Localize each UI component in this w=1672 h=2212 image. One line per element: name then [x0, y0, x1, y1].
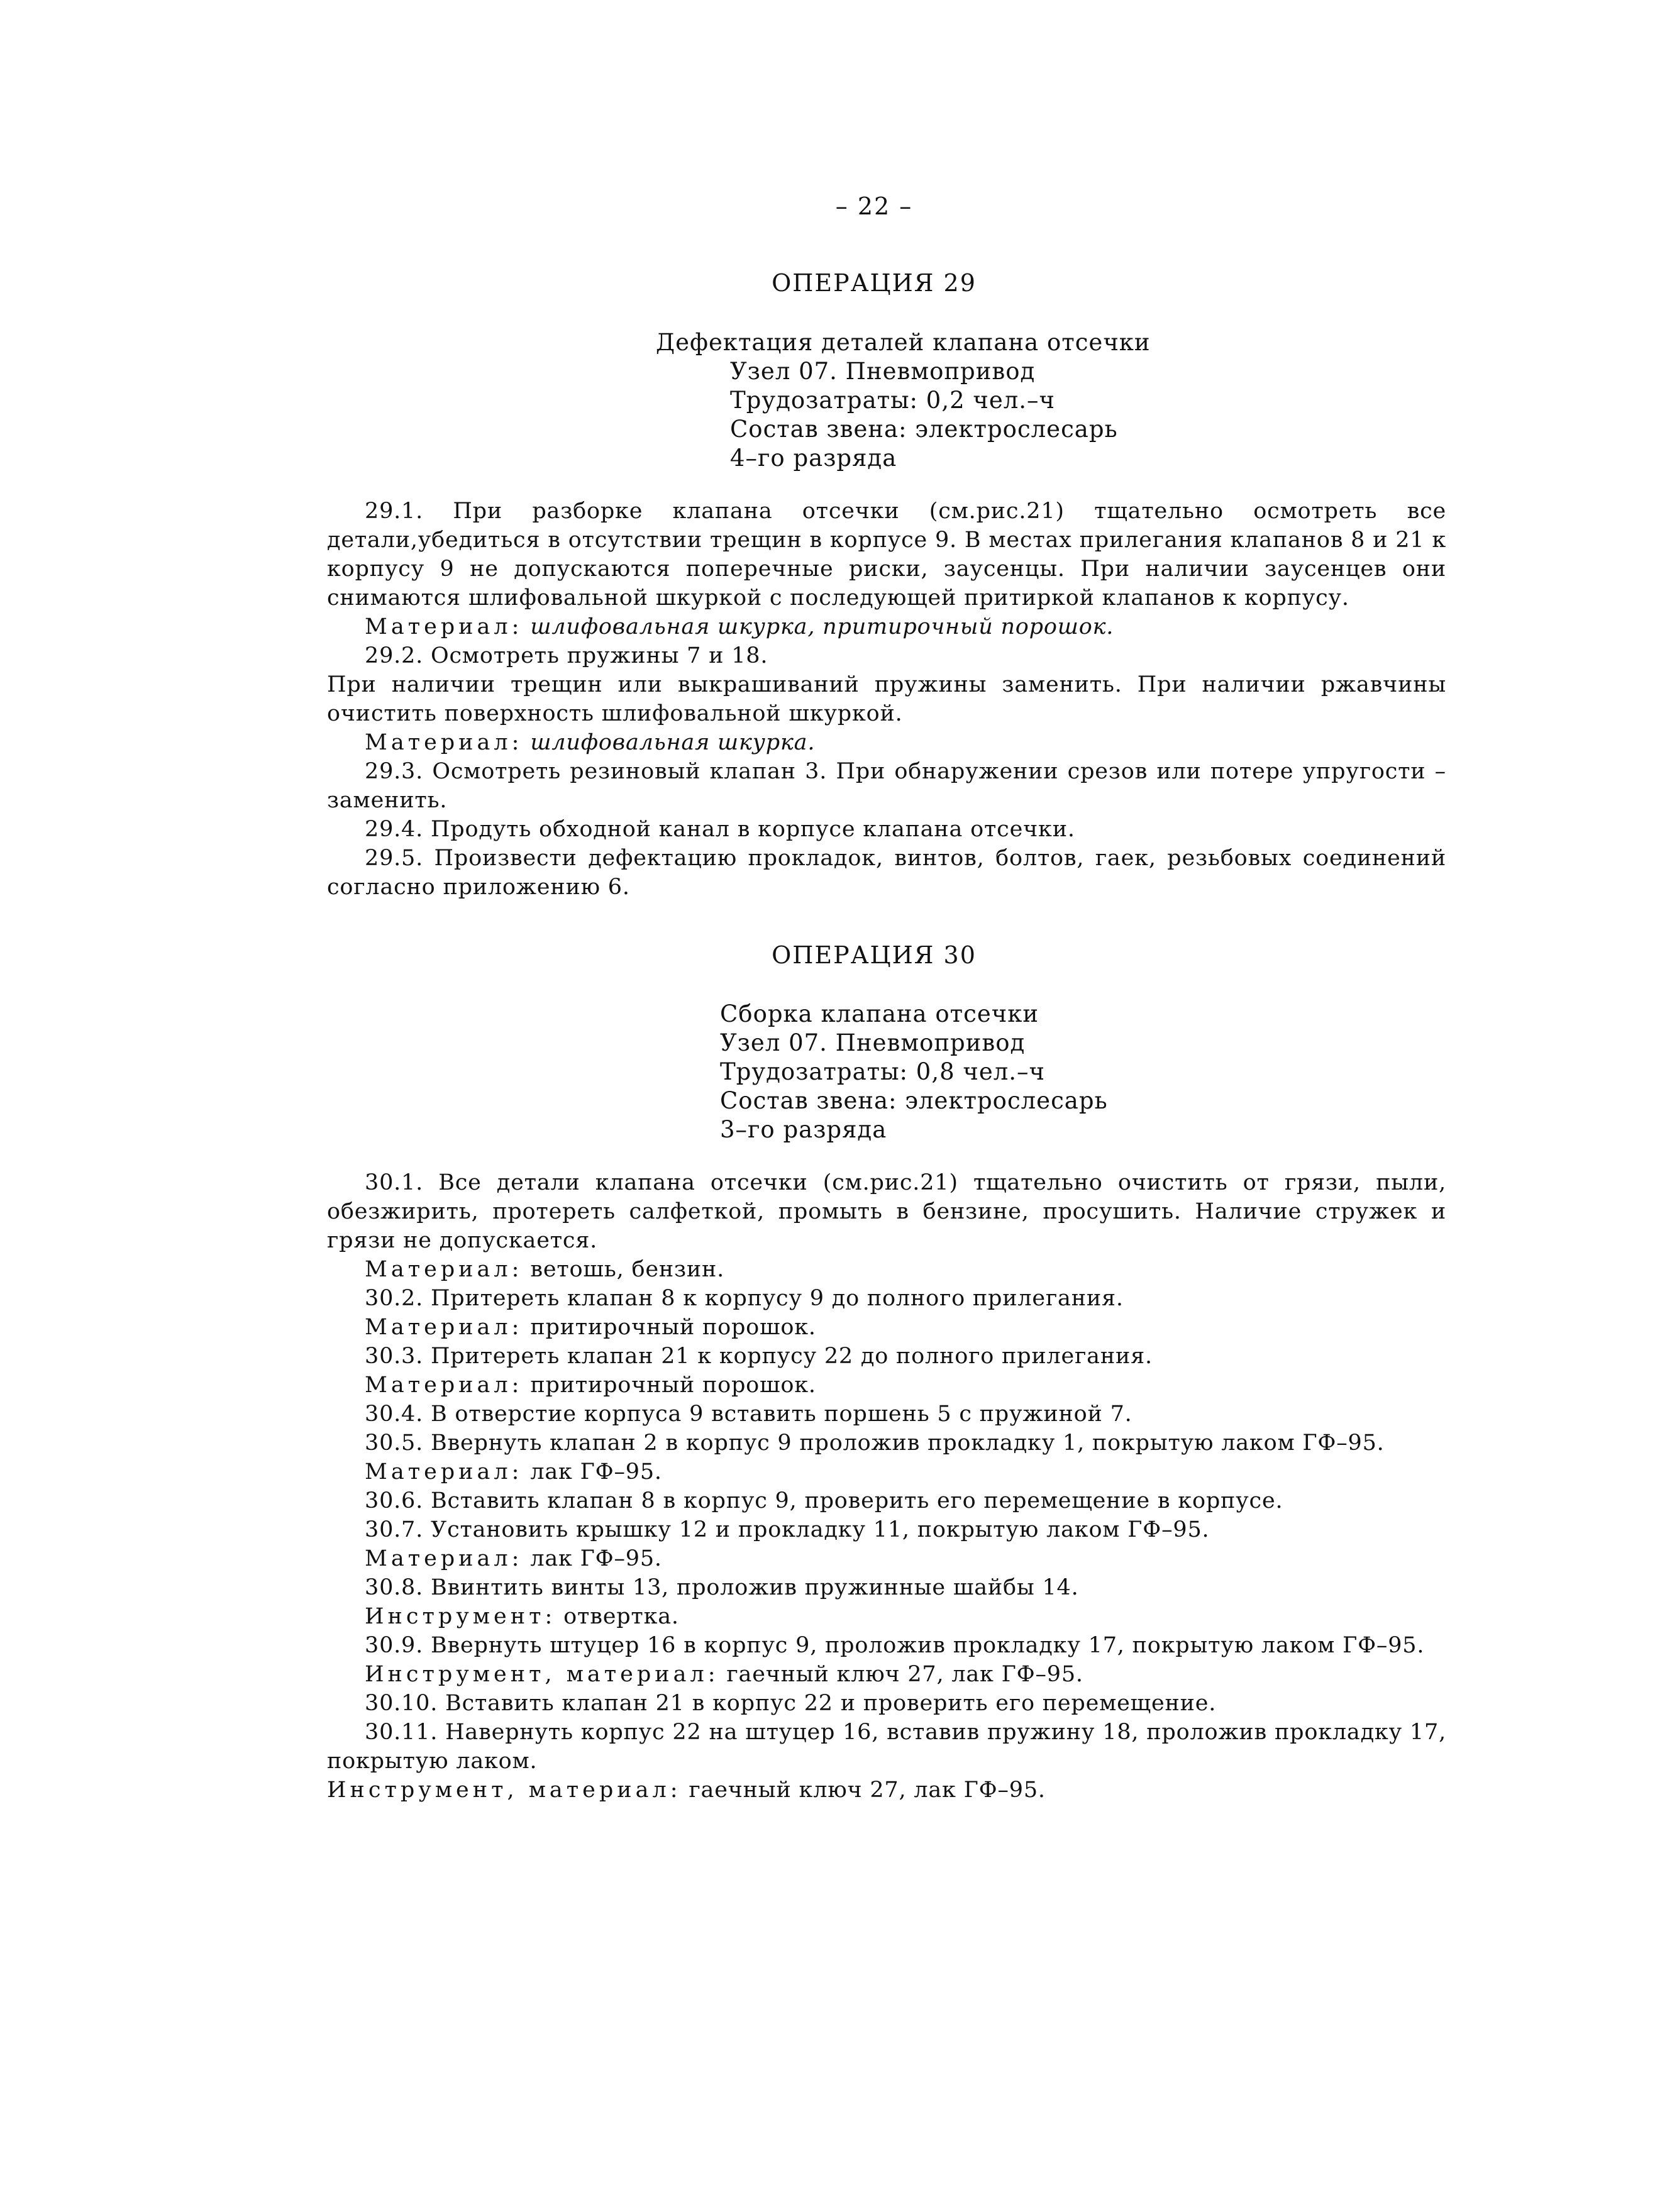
material-label: Материал: — [365, 1546, 523, 1571]
material-label: Материал: — [365, 1257, 523, 1282]
material-30-2 — [327, 1313, 1446, 1342]
material-label: Материал: — [365, 614, 523, 639]
step-30-11: 30.11. Навернуть корпус 22 на штуцер 16, вставив пружину 18, проложив прокладку 17, покрытую лаком. — [327, 1720, 1446, 1774]
material-label: Материал: — [365, 730, 523, 755]
step-30-1: 30.1. Все детали клапана отсечки (см.рис.21) тщательно очистить от грязи, пыли, обезжирить, протереть салфеткой, промыть в бензине, просушить. Наличие стружек и грязи не допускается. — [327, 1170, 1446, 1253]
step-29-4: 29.4. Продуть обходной канал в корпусе клапана отсечки. — [365, 817, 1075, 842]
operation-30-name: Сборка клапана отсечки — [720, 1000, 1039, 1027]
material-label: Материал: — [365, 1459, 523, 1485]
operation-30-grade: 3–го разряда — [720, 1116, 887, 1143]
operation-29-body — [327, 497, 1446, 902]
step-30-9: 30.9. Ввернуть штуцер 16 в корпус 9, проложив прокладку 17, покрытую лаком ГФ–95. — [365, 1633, 1425, 1658]
material-label: Материал: — [365, 1315, 523, 1340]
operation-30-unit: Узел 07. Пневмопривод — [720, 1029, 1026, 1056]
tool-30-8 — [327, 1602, 1446, 1631]
tool-30-9 — [327, 1660, 1446, 1689]
material-text: ветошь, бензин. — [530, 1257, 725, 1282]
step-29-2: 29.2. Осмотреть пружины 7 и 18. — [365, 643, 768, 668]
material-text: лак ГФ–95. — [530, 1459, 662, 1485]
material-text: шлифовальная шкурка, притирочный порошок. — [530, 614, 1114, 639]
step-29-2-detail: При наличии трещин или выкрашиваний пружины заменить. При наличии ржавчины очистить поверхность шлифовальной шкуркой. — [327, 672, 1446, 726]
step-30-3: 30.3. Притереть клапан 21 к корпусу 22 до полного прилегания. — [365, 1344, 1153, 1369]
tool-label: Инструмент, материал: — [327, 1778, 682, 1803]
page-number: – 22 – — [835, 192, 913, 220]
step-30-4: 30.4. В отверстие корпуса 9 вставить поршень 5 с пружиной 7. — [365, 1402, 1132, 1427]
material-30-7 — [327, 1544, 1446, 1573]
step-29-5: 29.5. Произвести дефектацию прокладок, винтов, болтов, гаек, резьбовых соединений согласно приложению 6. — [327, 846, 1446, 900]
step-30-8: 30.8. Ввинтить винты 13, проложив пружинные шайбы 14. — [365, 1575, 1079, 1600]
material-29-1 — [327, 612, 1446, 641]
operation-29-labor: Трудозатраты: 0,2 чел.–ч — [730, 387, 1055, 414]
operation-29-crew: Состав звена: электрослесарь — [730, 416, 1118, 443]
material-text: шлифовальная шкурка. — [530, 730, 816, 755]
operation-29-grade: 4–го разряда — [730, 445, 897, 472]
tool-label: Инструмент: — [365, 1604, 556, 1629]
operation-29-unit: Узел 07. Пневмопривод — [730, 358, 1036, 385]
tool-text: отвертка. — [563, 1604, 679, 1629]
operation-30-labor: Трудозатраты: 0,8 чел.–ч — [720, 1058, 1045, 1085]
tool-text: гаечный ключ 27, лак ГФ–95. — [726, 1662, 1083, 1687]
material-30-1 — [327, 1255, 1446, 1284]
step-30-5: 30.5. Ввернуть клапан 2 в корпус 9 проложив прокладку 1, покрытую лаком ГФ–95. — [365, 1430, 1385, 1456]
operation-30-meta — [720, 1000, 1108, 1144]
step-29-3: 29.3. Осмотреть резиновый клапан 3. При обнаружении срезов или потере упругости – заменить. — [327, 759, 1446, 813]
operation-30-body — [327, 1168, 1446, 1805]
operation-29-title: ОПЕРАЦИЯ 29 — [772, 269, 977, 297]
material-text: притирочный порошок. — [530, 1373, 816, 1398]
tool-text: гаечный ключ 27, лак ГФ–95. — [689, 1778, 1046, 1803]
operation-30-title: ОПЕРАЦИЯ 30 — [772, 941, 977, 969]
operation-30-crew: Состав звена: электрослесарь — [720, 1087, 1108, 1114]
material-29-2 — [327, 728, 1446, 757]
step-30-6: 30.6. Вставить клапан 8 в корпус 9, проверить его перемещение в корпусе. — [365, 1488, 1283, 1513]
step-30-7: 30.7. Установить крышку 12 и прокладку 11, покрытую лаком ГФ–95. — [365, 1517, 1210, 1542]
material-30-5 — [327, 1457, 1446, 1486]
step-29-1: 29.1. При разборке клапана отсечки (см.рис.21) тщательно осмотреть все детали,убедиться в отсутствии трещин в корпусе 9. В местах прилегания клапанов 8 и 21 к корпусу 9 не допускаются поперечные риски, заусенцы. При наличии заусенцев они снимаются шлифовальной шкуркой с последующей притиркой клапанов к корпусу. — [327, 499, 1446, 611]
tool-label: Инструмент, материал: — [365, 1662, 719, 1687]
material-text: лак ГФ–95. — [530, 1546, 662, 1571]
material-label: Материал: — [365, 1373, 523, 1398]
material-30-3 — [327, 1371, 1446, 1400]
operation-29-name: Дефектация деталей клапана отсечки — [656, 329, 1151, 356]
tool-30-11 — [327, 1776, 1446, 1805]
operation-29-meta — [656, 328, 1151, 473]
step-30-10: 30.10. Вставить клапан 21 в корпус 22 и проверить его перемещение. — [365, 1691, 1217, 1716]
step-30-2: 30.2. Притереть клапан 8 к корпусу 9 до полного прилегания. — [365, 1286, 1124, 1311]
material-text: притирочный порошок. — [530, 1315, 816, 1340]
